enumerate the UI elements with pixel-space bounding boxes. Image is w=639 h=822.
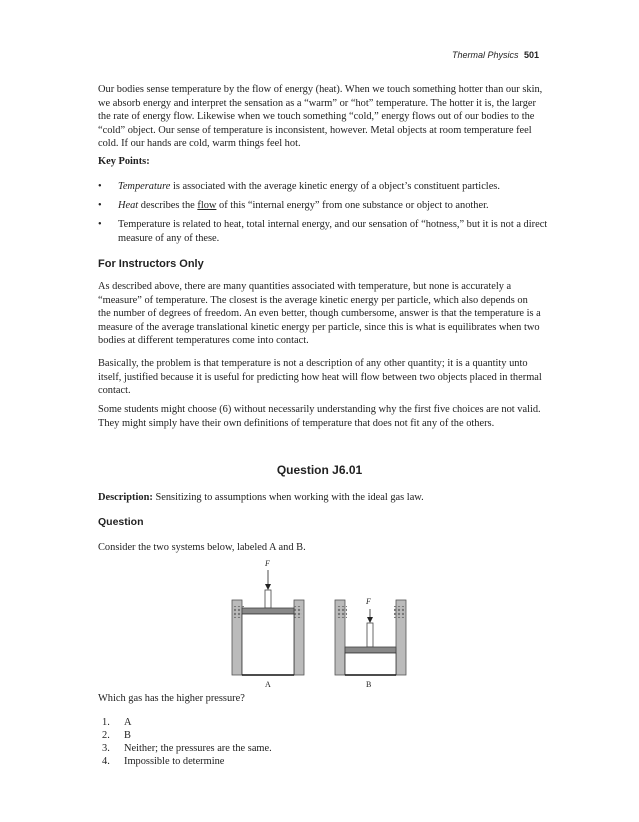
piston-a (242, 608, 294, 614)
text-line: “cold” object. Our sense of temperature is inconsistent, however. Metal objects at room temperature feel (98, 124, 532, 136)
answer-choice[interactable] (102, 755, 224, 768)
question-title: Question J6.01 (276, 463, 363, 477)
answer-choice[interactable] (102, 716, 132, 729)
term-temperature: Temperature (118, 181, 171, 192)
text-line: measure of the average translational kinetic energy per particle, since this is what is equilibrates when two (98, 321, 540, 333)
text-line: the number of degrees of freedom. An even better, though cumbersome, answer is that the temperature is a (98, 308, 541, 320)
choice-text: A (124, 717, 132, 728)
text-line: measure of any of these. (118, 232, 220, 244)
choice-number: 1. (102, 717, 110, 728)
page-number: 501 (524, 50, 540, 60)
system-a (232, 559, 304, 688)
bullet-marker: • (98, 200, 102, 211)
description-label: Description: (98, 492, 153, 503)
answer-choice[interactable] (102, 729, 131, 742)
text-line: bodies at different temperatures come into contact. (98, 335, 309, 347)
bullet-text: describes the (138, 200, 198, 211)
instructors-paragraph-3 (98, 403, 548, 430)
choice-text: Neither; the pressures are the same. (124, 743, 272, 754)
piston-diagram (225, 556, 425, 688)
force-label-a: F (265, 559, 270, 568)
question-ask: Which gas has the higher pressure? (98, 693, 245, 704)
force-arrowhead-a (265, 584, 271, 590)
bullet-text: of this “internal energy” from one substance or object to another. (216, 200, 489, 211)
text-line: As described above, there are many quantities associated with temperature, but none is accurately a (98, 281, 512, 292)
force-label-b: F (366, 597, 371, 606)
intro-paragraph (98, 83, 548, 151)
text-line: Temperature is related to heat, total internal energy, and our sensation of “hotness,” but it is not a direct (118, 219, 548, 230)
text-line: we absorb energy and interpret the sensation as a “warm” or “hot” temperature. The hotter it is, the larger (98, 97, 536, 109)
text-line: cold. If our hands are cold, warm things feel hot. (98, 138, 301, 150)
text-line: contact. (98, 385, 131, 397)
question-description (98, 491, 558, 505)
choice-number: 2. (102, 730, 110, 741)
system-b (335, 597, 406, 688)
choice-number: 4. (102, 756, 110, 767)
piston-rod-a (265, 590, 271, 608)
gas-chamber-a (242, 614, 294, 675)
instructors-paragraph-1 (98, 280, 548, 348)
text-line: Some students might choose (6) without necessarily understanding why the first five choices are not valid. (98, 404, 541, 415)
text-line: itself, justified because it is useful for predicting how heat will flow between two objects placed in thermal (98, 371, 542, 383)
choice-text: Impossible to determine (124, 756, 225, 767)
text-line: “measure” of temperature. The closest is the average kinetic energy per particle, which also depends on (98, 294, 528, 306)
question-section-label: Question (98, 516, 144, 528)
gas-chamber-b (345, 653, 396, 675)
instructors-paragraph-2 (98, 357, 548, 398)
instructors-heading: For Instructors Only (98, 258, 204, 270)
text-line: the rate of energy flow. Likewise when we touch something “cold,” energy flows out of our bodies to the (98, 111, 535, 123)
stopper-right-b (394, 606, 404, 618)
force-arrowhead-b (367, 617, 373, 623)
key-points-heading: Key Points: (98, 156, 150, 167)
term-heat: Heat (118, 200, 139, 211)
piston-b (345, 647, 396, 653)
underlined-flow: flow (197, 200, 217, 211)
text-line: They might simply have their own definitions of temperature that does not fit any of the others. (98, 417, 495, 429)
bullet-text: is associated with the average kinetic energy of a object’s constituent particles. (170, 181, 500, 192)
label-a: A (265, 680, 271, 688)
answer-choice[interactable] (102, 742, 272, 755)
running-header-title: Thermal Physics (452, 50, 519, 60)
text-line: Basically, the problem is that temperature is not a description of any other quantity; it is a quantity unto (98, 358, 528, 369)
bullet-marker: • (98, 219, 102, 230)
bullet-marker: • (98, 181, 102, 192)
label-b: B (366, 680, 372, 688)
stopper-left-b (337, 606, 347, 618)
choice-text: B (124, 730, 131, 741)
choice-number: 3. (102, 743, 110, 754)
piston-rod-b (367, 623, 373, 647)
text-line: Our bodies sense temperature by the flow of energy (heat). When we touch something hotter than our skin, (98, 84, 543, 95)
question-prompt: Consider the two systems below, labeled A and B. (98, 542, 306, 553)
description-text: Sensitizing to assumptions when working with the ideal gas law. (152, 492, 424, 503)
